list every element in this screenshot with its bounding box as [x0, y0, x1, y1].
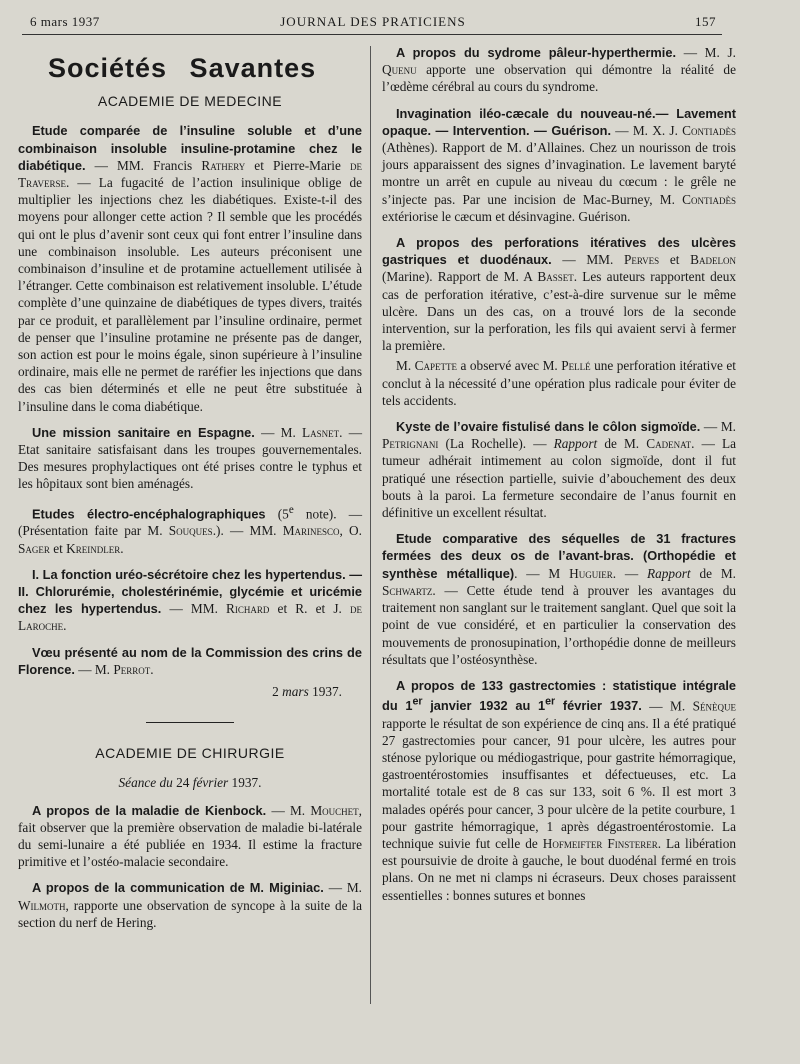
- abstract-title: Etude comparative des séquelles de 31 fractures fermées des deux os de l’avant-bras. (Orthopédie et synthèse métallique): [382, 531, 736, 581]
- abstract-text: (Athènes). Rapport de M. d’Allaines. Chez un nourisson de trois jours apparaissent des signes d’invagination. Le lavement baryté montre un arrêt en cupule au niveau du cœcum : le grêle ne s’injecte pas. Par une incision de Mac-Burney, M.: [382, 140, 736, 207]
- abstract-text: apporte une observation qui démontre la réalité de l’œdème cérébral au cours du syndrome.: [382, 62, 736, 95]
- header-rule: [22, 34, 722, 35]
- column-divider: [370, 46, 371, 1004]
- abstract-title: A propos de 133 gastrectomies : statistique intégrale du 1er janvier 1932 au 1er février 1937.: [382, 677, 736, 714]
- abstract-text: , rapporte une observation de syncope à la suite de la section du nerf de Hering.: [18, 897, 362, 930]
- abstract-fractures: Etude comparative des séquelles de 31 fractures fermées des deux os de l’avant-bras. (Orthopédie et synthèse métallique). — M Huguier. — Rapport de M. Schwartz. — Cette étude tend à prouver les avantages du traitement non sanglant sur le traitement sanglant. Quel que soit la point de vue considéré, et en particulier la conservation des mouvements de pronosupination, l’orthopédie donne de meilleurs résultats que l’ostéosynthèse.: [382, 531, 736, 667]
- author-name: de Traverse: [18, 157, 362, 191]
- author-name: Pellé: [561, 358, 591, 374]
- running-head: [30, 14, 716, 34]
- abstract-kienbock: A propos de la maladie de Kienbock. — M. Mouchet, fait observer que la première observation de maladie bi-latérale du semi-lunaire a été publiée en 1934. Il estime la fracture primitive et l’ostéo-malacie secondaire.: [18, 802, 362, 870]
- abstract-hypertendus: I. La fonction uréo-sécrétoire chez les hypertendus. — II. Chlorurémie, cholestérinémie, glycémie et uricémie chez les hypertendus. — MM. Richard et R. et J. de Laroche.: [18, 566, 362, 634]
- abstract-espagne: Une mission sanitaire en Espagne. — M. Lasnet. — Etat sanitaire satisfaisant dans les troupes gouvernementales. Des mesures prophylactiques ont été prises contre le typhus et les hôpitaux sont bien aménagés.: [18, 424, 362, 492]
- author-name: Perrot: [113, 661, 151, 677]
- abstract-title: A propos de la communication de M. Miginiac.: [32, 880, 324, 896]
- right-column: [382, 44, 736, 913]
- abstract-text: . — Etat sanitaire satisfaisant dans les troupes gouvernementales. Des mesures prophylactiques ont été prises contre le typhus et les hôpitaux sont bien aménagés.: [18, 424, 362, 492]
- author-name: Souques: [168, 523, 213, 539]
- abstract-perforations: A propos des perforations itératives des ulcères gastriques et duodénaux. — MM. Perves et Badelon (Marine). Rapport de M. A Basset. Les auteurs rapportent deux cas de perforation itérative, c’est-à-dire survenue sur le même ulcère. Dans un des cas, on a trouvé lors de la seconde intervention, sur la perforation, les fils qui avaient servi à fermer la première.: [382, 235, 736, 354]
- abstract-title: Kyste de l’ovaire fistulisé dans le côlon sigmoïde.: [396, 419, 701, 435]
- abstract-title: I. La fonction uréo-sécrétoire chez les hypertendus. — II. Chlorurémie, cholestérinémie, glycémie et uricémie chez les hypertendus.: [18, 566, 362, 617]
- abstract-invagination: Invagination iléo-cæcale du nouveau-né.— Lavement opaque. — Intervention. — Guérison. — M. X. J. Contiadès (Athènes). Rapport de M. d’Allaines. Chez un nourisson de trois jours apparaissent des signes d’invagination. Le lavement baryté montre un arrêt en cupule au niveau du cœcum : le grêle ne s’injecte pas. Par une incision de Mac-Burney, M. Contiadès extériorise le cæcum et désinvagine. Guérison.: [382, 105, 737, 224]
- author-name: Sager: [18, 540, 50, 556]
- abstract-title: Une mission sanitaire en Espagne.: [32, 424, 255, 440]
- abstract-text: . — Cette étude tend à prouver les avantages du traitement non sanglant sur le traitement sanglant. Quel que soit la point de vue considéré, et en particulier la conservation des mouvements de pronosupination, l’orthopédie donne de meilleurs résultats que l’ostéosynthèse.: [382, 582, 736, 667]
- author-name: Hofmeifter Finsterer: [542, 836, 658, 851]
- author-name: Basset: [537, 269, 574, 285]
- author-name: de Laroche: [18, 601, 362, 634]
- abstract-title: Etudes électro-encéphalographiques: [32, 506, 266, 522]
- abstract-text: extériorise le cæcum et désinvagine. Guérison.: [382, 208, 631, 224]
- abstract-title: Etude comparée de l’insuline soluble et d’une combinaison insoluble insuline-protamine chez le diabétique.: [18, 123, 362, 173]
- author-name: Contiadès: [682, 191, 736, 207]
- abstract-encephalo: Etudes électro-encéphalographiques (5e note). — (Présentation faite par M. Souques.). — MM. Marinesco, O. Sager et Kreindler.: [18, 503, 363, 556]
- author-name: Sénèque: [692, 698, 737, 714]
- author-name: Schwartz: [382, 582, 433, 598]
- left-column: [18, 44, 362, 940]
- author-name: Perves: [624, 252, 660, 268]
- abstract-voeu: Vœu présenté au nom de la Commission des crins de Florence. — M. Perrot.: [18, 644, 362, 677]
- abstract-title: Invagination iléo-cæcale du nouveau-né.— Lavement opaque. — Intervention. — Guérison.: [382, 105, 736, 138]
- abstract-title: A propos des perforations itératives des ulcères gastriques et duodénaux.: [382, 235, 736, 268]
- abstract-title: A propos de la maladie de Kienbock.: [32, 802, 267, 818]
- abstract-text: . La libération est poursuivie de droite à gauche, le bout duodénal fermé en trois plans. On ne met ni clamps ni écraseurs. Deux choses paraissent essentielles : bonnes sutures et bonnes: [382, 836, 736, 903]
- author-name: Marinesco: [282, 523, 340, 539]
- abstract-text: , fait observer que la première observation de maladie bi-latérale du semi-lunaire a été publiée en 1934. Il estime la fracture primitive et l’ostéo-malacie secondaire.: [18, 802, 362, 870]
- author-name: Contiadès: [682, 122, 737, 138]
- abstract-kyste: Kyste de l’ovaire fistulisé dans le côlon sigmoïde. — M. Petrignani (La Rochelle). — Rapport de M. Cadenat. — La tumeur adhérait intimement au colon sigmoïde, dont il fut pratiqué une résection partielle, suivie d’abouchement des deux bouts à la paroi. La fermeture secondaire de l’anus fournit en définitive un excellent résultat.: [382, 419, 736, 521]
- abstract-text: une perforation itérative et conclut à la nécessité d’une opération plus radicale pour éviter de tels accidents.: [382, 358, 736, 408]
- author-name: Mouchet: [310, 802, 359, 818]
- seance-date: Séance du 24 février 1937.: [118, 775, 262, 791]
- section-separator: [146, 722, 234, 723]
- abstract-text: . Les auteurs rapportent deux cas de perforation itérative, c’est-à-dire survenue sur le même ulcère. Dans un des cas, on a trouvé lors de la seconde intervention, sur la perforation, les fils qui avaient servi à fermer la première.: [382, 269, 736, 354]
- author-name: Wilmoth: [18, 897, 66, 913]
- author-name: Rathery: [201, 157, 246, 173]
- author-name: Quenu: [382, 62, 417, 78]
- author-name: Lasnet: [302, 424, 340, 440]
- author-name: Capette: [414, 358, 458, 374]
- page-number: 157: [695, 14, 716, 29]
- author-name: Petrignani: [382, 436, 439, 452]
- abstract-insuline: Etude comparée de l’insuline soluble et d’une combinaison insoluble insuline-protamine chez le diabétique. — MM. Francis Rathery et Pierre-Marie de Traverse. — La fugacité de l’action insulinique oblige de multiplier les injections chez les diabétiques. Existe-t-il des moyens pour allonger cette action ? Il semble que les procédés qui ont le plus d’avenir sont ceux qui font entrer l’insuline dans une combinaison insoluble. Les auteurs préconisent une combinaison d’insuline et de protamine actuellement utilisée à l’étranger. Cette combinaison est relativement insoluble. L’étude complète d’une quinzaine de diabétiques de types divers, traités par ce produit, et parallèlement par l’insuline ordinaire, permet de penser que l’insuline protamine ne présente pas de danger, son action est pour le moins égale, sinon supérieure à l’insuline ordinaire, mais elle ne permet de raréfier les injections que dans des cas bien déterminés et elle ne peut être substituée à l’insuline dans le coma diabétique.: [18, 123, 362, 414]
- author-name: Richard: [226, 601, 270, 617]
- academy-heading-chirurgie: ACADEMIE DE CHIRURGIE: [95, 745, 285, 762]
- abstract-perforations-cont: M. Capette a observé avec M. Pellé une perforation itérative et conclut à la nécessité d’une opération plus radicale pour éviter de tels accidents.: [382, 358, 736, 408]
- abstract-text: . — La tumeur adhérait intimement au colon sigmoïde, dont il fut pratiqué une résection partielle, suivie d’abouchement des deux bouts à la paroi. La fermeture secondaire de l’anus fournit en définitive un excellent résultat.: [382, 436, 736, 521]
- author-name: Badelon: [690, 252, 736, 268]
- abstract-gastrectomies: A propos de 133 gastrectomies : statistique intégrale du 1er janvier 1932 au 1er février 1937. — M. Sénèque rapporte le résultat de son expérience de cinq ans. Il a été pratiqué 27 gastrectomies pour cancer, 91 pour ulcère, les autres pour sténose pylorique ou médiogastrique, pour gastrite hémorragique, gastroentérostomies insuffisantes et défectueuses, etc. La mortalité totale est de 8 cas sur 133, soit 6 %. Il est mort 3 malades opérés pour cancer, 3 pour ulcère de la petite courbure, 1 pour gastrite hémorragique, 1 après dégastroentérostomie. La technique suivie fut celle de Hofmeifter Finsterer. La libération est poursuivie de droite à gauche, le bout duodénal fermé en trois plans. On ne met ni clamps ni écraseurs. Deux choses paraissent essentielles : bonnes sutures et bonnes: [382, 677, 737, 903]
- journal-title: JOURNAL DES PRATICIENS: [280, 14, 466, 29]
- author-name: Kreindler: [66, 540, 121, 556]
- abstract-text: . — La fugacité de l’action insulinique oblige de multiplier les injections chez les diabétiques. Existe-t-il des moyens pour allonger cette action ? Il semble que les procédés qui ont le plus d’avenir sont ceux qui font entrer l’insuline dans une combinaison insoluble. Les auteurs préconisent une combinaison d’insuline et de protamine actuellement utilisée à l’étranger. Cette combinaison est relativement insoluble. L’étude complète d’une quinzaine de diabétiques de types divers, traités par ce produit, et parallèlement par l’insuline ordinaire, permet de penser que l’insuline protamine ne présente pas de danger, son action est pour le moins égale, sinon supérieure à l’insuline ordinaire, mais elle ne permet de raréfier les injections que dans des cas bien déterminés et elle ne peut être substituée à l’insuline dans le coma diabétique.: [18, 175, 362, 414]
- abstract-title: A propos du sydrome pâleur-hyperthermie.: [396, 45, 677, 60]
- section-title: Sociétés Savantes: [48, 53, 317, 83]
- abstract-miginiac: A propos de la communication de M. Miginiac. — M. Wilmoth, rapporte une observation de syncope à la suite de la section du nerf de Hering.: [18, 880, 363, 930]
- abstract-title: Vœu présenté au nom de la Commission des crins de Florence.: [18, 644, 362, 677]
- author-name: Huguier: [569, 565, 613, 581]
- academy-heading-medecine: ACADEMIE DE MEDECINE: [97, 93, 283, 110]
- author-name: Cadenat: [646, 436, 692, 452]
- abstract-text: rapporte le résultat de son expérience de cinq ans. Il a été pratiqué 27 gastrectomies pour cancer, 91 pour ulcère, les autres pour sténose pylorique ou médiogastrique, pour gastrite hémorragique, gastroentérostomies insuffisantes et défectueuses, etc. La mortalité totale est de 8 cas sur 133, soit 6 %. Il est mort 3 malades opérés pour cancer, 3 pour ulcère de la petite courbure, 1 pour gastrite hémorragique, 1 après dégastroentérostomie. La technique suivie fut celle de: [382, 715, 736, 851]
- signoff-date: 2 mars 1937.: [272, 683, 342, 699]
- issue-date: 6 mars 1937: [30, 14, 100, 29]
- abstract-paleur: A propos du sydrome pâleur-hyperthermie. — M. J. Quenu apporte une observation qui démontre la réalité de l’œdème cérébral au cours du syndrome.: [382, 45, 736, 95]
